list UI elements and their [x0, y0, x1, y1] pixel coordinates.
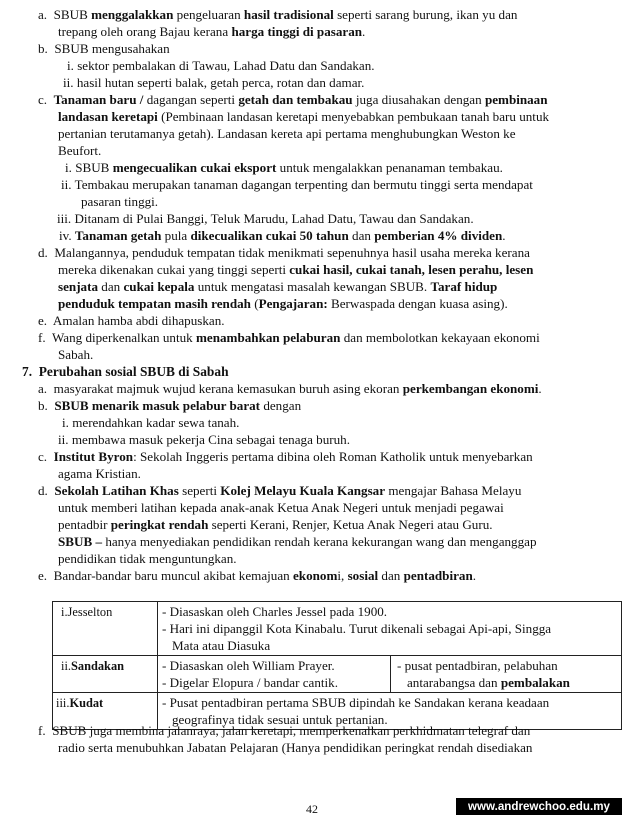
town-description-cell [158, 656, 622, 693]
list-marker: ii. [61, 177, 72, 192]
text: pengeluaran [176, 7, 241, 22]
row-number: i. [61, 605, 68, 619]
text: SBUB [53, 7, 88, 22]
list-marker: f. [38, 330, 46, 345]
item-d-line3 [58, 278, 497, 295]
section-title: Perubahan sosial SBUB di Sabah [38, 364, 229, 379]
section-7-heading [22, 363, 229, 380]
item-f-line2 [58, 346, 93, 363]
text: agama Kristian. [58, 466, 141, 481]
list-marker: e. [38, 568, 48, 583]
text: pentadbir [58, 517, 108, 532]
bold-text: SBUB – [58, 534, 103, 549]
text: untuk mengalakkan penanaman tembakau. [279, 160, 503, 175]
text: dagangan seperti [146, 92, 236, 107]
town-name: Sandakan [70, 659, 125, 673]
item-c-line1 [38, 91, 548, 108]
list-marker: c. [38, 92, 48, 107]
social-item-c-line1 [38, 448, 533, 465]
bold-text: senjata [58, 279, 99, 294]
bold-text: pemberian 4% dividen [374, 228, 503, 243]
list-marker: b. [38, 41, 48, 56]
bold-text: Sekolah Latihan Khas [54, 483, 179, 498]
description-line: Mata atau Diasuka [172, 638, 271, 653]
table-row [53, 602, 622, 656]
description-line [397, 674, 617, 691]
list-marker: c. [38, 449, 48, 464]
text: Beufort. [58, 143, 102, 158]
website-label: www.andrewchoo.edu.my [456, 798, 622, 815]
text: pula [164, 228, 188, 243]
list-marker: d. [38, 483, 48, 498]
row-number: ii. [61, 659, 71, 673]
social-item-b-i [62, 414, 239, 431]
text: hanya menyediakan pendidikan rendah kerana kekurangan wang dan menganggap [105, 534, 537, 549]
town-name: Kudat [69, 696, 104, 710]
bold-text: Tanaman baru / [53, 92, 144, 107]
description-right [390, 656, 621, 692]
text: Ditanam di Pulai Banggi, Teluk Marudu, Lahad Datu, Tawau dan Sandakan. [74, 211, 474, 226]
item-d-line4 [58, 295, 508, 312]
description-left [158, 656, 386, 692]
bold-text: Tanaman getah [74, 228, 162, 243]
bold-text: SBUB menarik masuk pelabur barat [54, 398, 261, 413]
item-c-ii-line1 [61, 176, 533, 193]
item-a-line2 [58, 23, 365, 40]
text: Berwaspada dengan kuasa asing). [331, 296, 508, 311]
text: ( [254, 296, 259, 311]
bold-text: cukai kepala [123, 279, 195, 294]
bold-text: Taraf hidup [430, 279, 498, 294]
text: Tembakau merupakan tanaman dagangan terpenting dan bermutu tinggi serta mendapat [74, 177, 533, 192]
description-line: - pusat pentadbiran, pelabuhan [397, 658, 558, 673]
social-item-a [38, 380, 542, 397]
text: seperti Kerani, Renjer, Ketua Anak Negeri atau Guru. [211, 517, 493, 532]
town-description-cell [158, 602, 622, 656]
bold-text: pembinaan [484, 92, 548, 107]
text: pendidikan tidak menguntungkan. [58, 551, 237, 566]
text: merendahkan kadar sewa tanah. [72, 415, 240, 430]
item-c-iv [59, 227, 506, 244]
text: dan membolotkan kekayaan ekonomi [343, 330, 540, 345]
social-item-f-line1 [38, 722, 530, 739]
item-f-line1 [38, 329, 540, 346]
text: pasaran tinggi. [81, 194, 159, 209]
text: untuk memberi latihan kepada anak-anak Ketua Anak Negeri untuk menjadi pegawai [58, 500, 504, 515]
list-marker: i. [67, 58, 74, 73]
text: Sabah. [58, 347, 94, 362]
bold-text: penduduk tempatan masih rendah [58, 296, 251, 311]
bold-text: perkembangan ekonomi [402, 381, 539, 396]
social-item-f-line2 [58, 739, 532, 756]
social-item-d-line3 [58, 516, 493, 533]
text: antarabangsa dan [407, 675, 498, 690]
text: . [538, 381, 542, 396]
social-item-d-line1 [38, 482, 521, 499]
description-line: geografinya tidak sesuai untuk pertanian. [172, 712, 388, 727]
social-item-d-line2 [58, 499, 504, 516]
bold-text: menggalakkan [91, 7, 174, 22]
item-c-line3 [58, 125, 516, 142]
text: (Pembinaan landasan keretapi menyebabkan pembukaan tanah baru untuk [161, 109, 550, 124]
bold-text: Kolej Melayu Kuala Kangsar [220, 483, 386, 498]
text: sektor pembalakan di Tawau, Lahad Datu dan Sandakan. [77, 58, 375, 73]
social-item-d-line4 [58, 533, 537, 550]
text: juga diusahakan dengan [355, 92, 482, 107]
text: Wang diperkenalkan untuk [51, 330, 193, 345]
text: Malangannya, penduduk tempatan tidak menikmati sepenuhnya hasil usaha mereka kerana [54, 245, 530, 260]
section-number: 7. [22, 364, 33, 379]
text: pertanian terutamanya getah). Landasan kereta api pertama menghubungkan Weston ke [58, 126, 516, 141]
description-line: - Pusat pentadbiran pertama SBUB dipindah ke Sandakan kerana keadaan [162, 695, 550, 710]
text: seperti [182, 483, 217, 498]
item-b-i [67, 57, 375, 74]
text: hasil hutan seperti balak, getah perca, rotan dan damar. [76, 75, 365, 90]
text: . [472, 568, 477, 583]
town-name-cell [53, 602, 158, 656]
item-b-line1 [38, 40, 170, 57]
bold-text: cukai hasil, cukai tanah, lesen perahu, lesen [289, 262, 534, 277]
bold-text: dikecualikan cukai 50 tahun [190, 228, 349, 243]
list-marker: ii. [63, 75, 74, 90]
text: dan [381, 568, 401, 583]
item-d-line2 [58, 261, 533, 278]
text: : Sekolah Inggeris pertama dibina oleh Roman Katholik untuk menyebarkan [133, 449, 533, 464]
social-item-b-ii [58, 431, 350, 448]
text: untuk mengatasi masalah kewangan SBUB. [197, 279, 428, 294]
bold-text: sosial [347, 568, 379, 583]
list-marker: d. [38, 245, 48, 260]
text: i, [337, 568, 345, 583]
row-number: iii. [56, 696, 70, 710]
description-columns [158, 656, 621, 692]
social-item-d-line5 [58, 550, 237, 567]
list-marker: e. [38, 313, 48, 328]
text: seperti sarang burung, ikan yu dan [337, 7, 518, 22]
bold-text: peringkat rendah [110, 517, 209, 532]
bold-text: hasil tradisional [243, 7, 334, 22]
description-line: - Hari ini dipanggil Kota Kinabalu. Turut dikenali sebagai Api-api, Singga [162, 621, 552, 636]
list-marker: i. [65, 160, 72, 175]
social-item-b [38, 397, 301, 414]
text: trepang oleh orang Bajau kerana [58, 24, 229, 39]
bold-text: menambahkan pelaburan [196, 330, 341, 345]
table-row [53, 656, 622, 693]
text: Bandar-bandar baru muncul akibat kemajuan [53, 568, 290, 583]
item-c-i [65, 159, 503, 176]
item-e [38, 312, 225, 329]
text: Amalan hamba abdi dihapuskan. [52, 313, 225, 328]
text: radio serta menubuhkan Jabatan Pelajaran (Hanya pendidikan peringkat rendah disediakan [58, 740, 533, 755]
bold-text: pembalakan [500, 675, 570, 690]
text: membawa masuk pekerja Cina sebagai tenaga buruh. [71, 432, 350, 447]
text: mereka dikenakan cukai yang tinggi seperti [58, 262, 286, 277]
text: dan [101, 279, 121, 294]
bold-text: getah dan tembakau [238, 92, 353, 107]
text: . [502, 228, 506, 243]
text: SBUB mengusahakan [54, 41, 170, 56]
item-b-ii [63, 74, 364, 91]
text: mengajar Bahasa Melayu [388, 483, 522, 498]
item-c-line4 [58, 142, 101, 159]
social-item-e [38, 567, 476, 584]
text: dengan [263, 398, 302, 413]
text: dan [352, 228, 371, 243]
list-marker: i. [62, 415, 69, 430]
description-line: - Digelar Elopura / bandar cantik. [162, 675, 338, 690]
list-marker: a. [38, 7, 48, 22]
item-c-line2 [58, 108, 549, 125]
list-marker: iv. [59, 228, 72, 243]
list-marker: a. [38, 381, 48, 396]
item-d-line1 [38, 244, 530, 261]
description-line: - Diasaskan oleh William Prayer. [162, 658, 335, 673]
page-number: 42 [306, 802, 318, 816]
item-c-ii-line2 [81, 193, 158, 210]
bold-text: Institut Byron [53, 449, 134, 464]
list-marker: iii. [57, 211, 72, 226]
social-item-c-line2 [58, 465, 141, 482]
description-line: - Diasaskan oleh Charles Jessel pada 1900. [162, 604, 388, 619]
text: . [362, 24, 366, 39]
text: SBUB juga membina jalanraya, jalan keretapi, memperkenalkan perkhidmatan telegraf dan [52, 723, 531, 738]
item-c-iii [57, 210, 474, 227]
list-marker: b. [38, 398, 48, 413]
town-name-cell [53, 656, 158, 693]
text: masyarakat majmuk wujud kerana kemasukan buruh asing ekoran [53, 381, 400, 396]
bold-text: harga tinggi di pasaran [231, 24, 363, 39]
list-marker: f. [38, 723, 46, 738]
towns-table [52, 601, 622, 730]
bold-text: mengecualikan cukai eksport [112, 160, 277, 175]
bold-text: landasan keretapi [58, 109, 158, 124]
town-name: Jesselton [67, 605, 113, 619]
bold-text: Pengajaran: [258, 296, 328, 311]
list-marker: ii. [58, 432, 69, 447]
item-a-line1 [38, 6, 517, 23]
bold-text: pentadbiran [403, 568, 473, 583]
text: SBUB [75, 160, 110, 175]
bold-text: ekonom [292, 568, 338, 583]
